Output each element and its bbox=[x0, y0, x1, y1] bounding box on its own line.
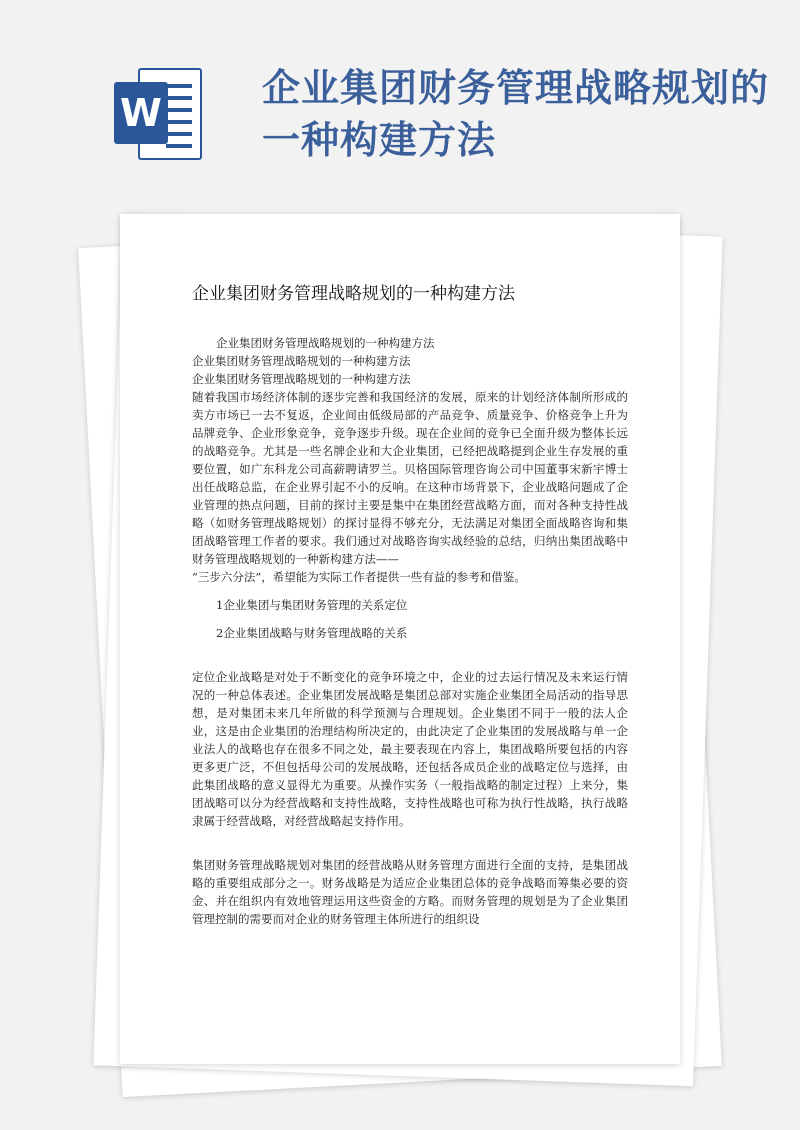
word-icon-badge: W bbox=[114, 82, 168, 144]
document-line-1: 企业集团财务管理战略规划的一种构建方法 bbox=[216, 336, 435, 350]
section-heading-1: 1企业集团与集团财务管理的关系定位 bbox=[216, 598, 408, 612]
banner-title: 企业集团财务管理战略规划的一种构建方法 bbox=[262, 65, 770, 162]
document-body bbox=[120, 214, 680, 1064]
body-paragraph-3: 集团财务管理战略规划对集团的经营战略从财务管理方面进行全面的支持，是集团战略的重要组成部分之一。财务战略是为适应企业集团总体的竞争战略而筹集必要的资金、并在组织内有效地管理运用这些资金的方略。而财务管理的规划是为了企业集团管理控制的需要而对企业的财务管理主体所进行的组织设 bbox=[192, 858, 628, 926]
section-heading-2: 2企业集团战略与财务管理战略的关系 bbox=[216, 626, 408, 640]
banner bbox=[0, 0, 800, 200]
word-document-icon bbox=[110, 62, 210, 166]
document-page bbox=[120, 214, 680, 1064]
body-paragraph-2: 定位企业战略是对处于不断变化的竞争环境之中，企业的过去运行情况及未来运行情况的一种总体表述。企业集团发展战略是集团总部对实施企业集团全局活动的指导思想，是对集团未来几年所做的科学预测与合理规划。企业集团不同于一般的法人企业，这是由企业集团的治理结构所决定的，由此决定了企业集团的发展战略与单一企业法人的战略也存在很多不同之处，最主要表现在内容上，集团战略所要包括的内容更多更广泛，不但包括母公司的发展战略，还包括各成员企业的战略定位与选择，由此集团战略的意义显得尤为重要。从操作实务（一般指战略的制定过程）上来分，集团战略可以分为经营战略和支持性战略，支持性战略也可称为执行性战略，执行战略隶属于经营战略，对经营战略起支持作用。 bbox=[192, 670, 628, 828]
document-line-3: 企业集团财务管理战略规划的一种构建方法 bbox=[192, 372, 411, 386]
intro-paragraph: 随着我国市场经济体制的逐步完善和我国经济的发展，原来的计划经济体制所形成的卖方市场已一去不复返，企业间由低级局部的产品竞争、质量竞争、价格竞争上升为品牌竞争、企业形象竞争，竞争逐步升级。现在企业间的竞争已全面升级为整体长远的战略竞争。尤其是一些名牌企业和大企业集团，已经把战略提到企业生存发展的重要位置，如广东科龙公司高薪聘请罗兰。贝格国际管理咨询公司中国董事宋新宇博士出任战略总监，在企业界引起不小的反响。在这种市场背景下，企业战略问题成了企业管理的热点问题，目前的探讨主要是集中在集团经营战略方面，而对各种支持性战略（如财务管理战略规划）的探讨显得不够充分，无法满足对集团全面战略咨询和集团战略管理工作者的要求。我们通过对战略咨询实战经验的总结，归纳出集团战略中财务管理战略规划的一种新构建方法—— bbox=[192, 390, 628, 566]
document-title: 企业集团财务管理战略规划的一种构建方法 bbox=[192, 284, 515, 304]
document-line-2: 企业集团财务管理战略规划的一种构建方法 bbox=[192, 354, 411, 368]
intro-paragraph-end: “三步六分法”，希望能为实际工作者提供一些有益的参考和借鉴。 bbox=[192, 570, 526, 584]
